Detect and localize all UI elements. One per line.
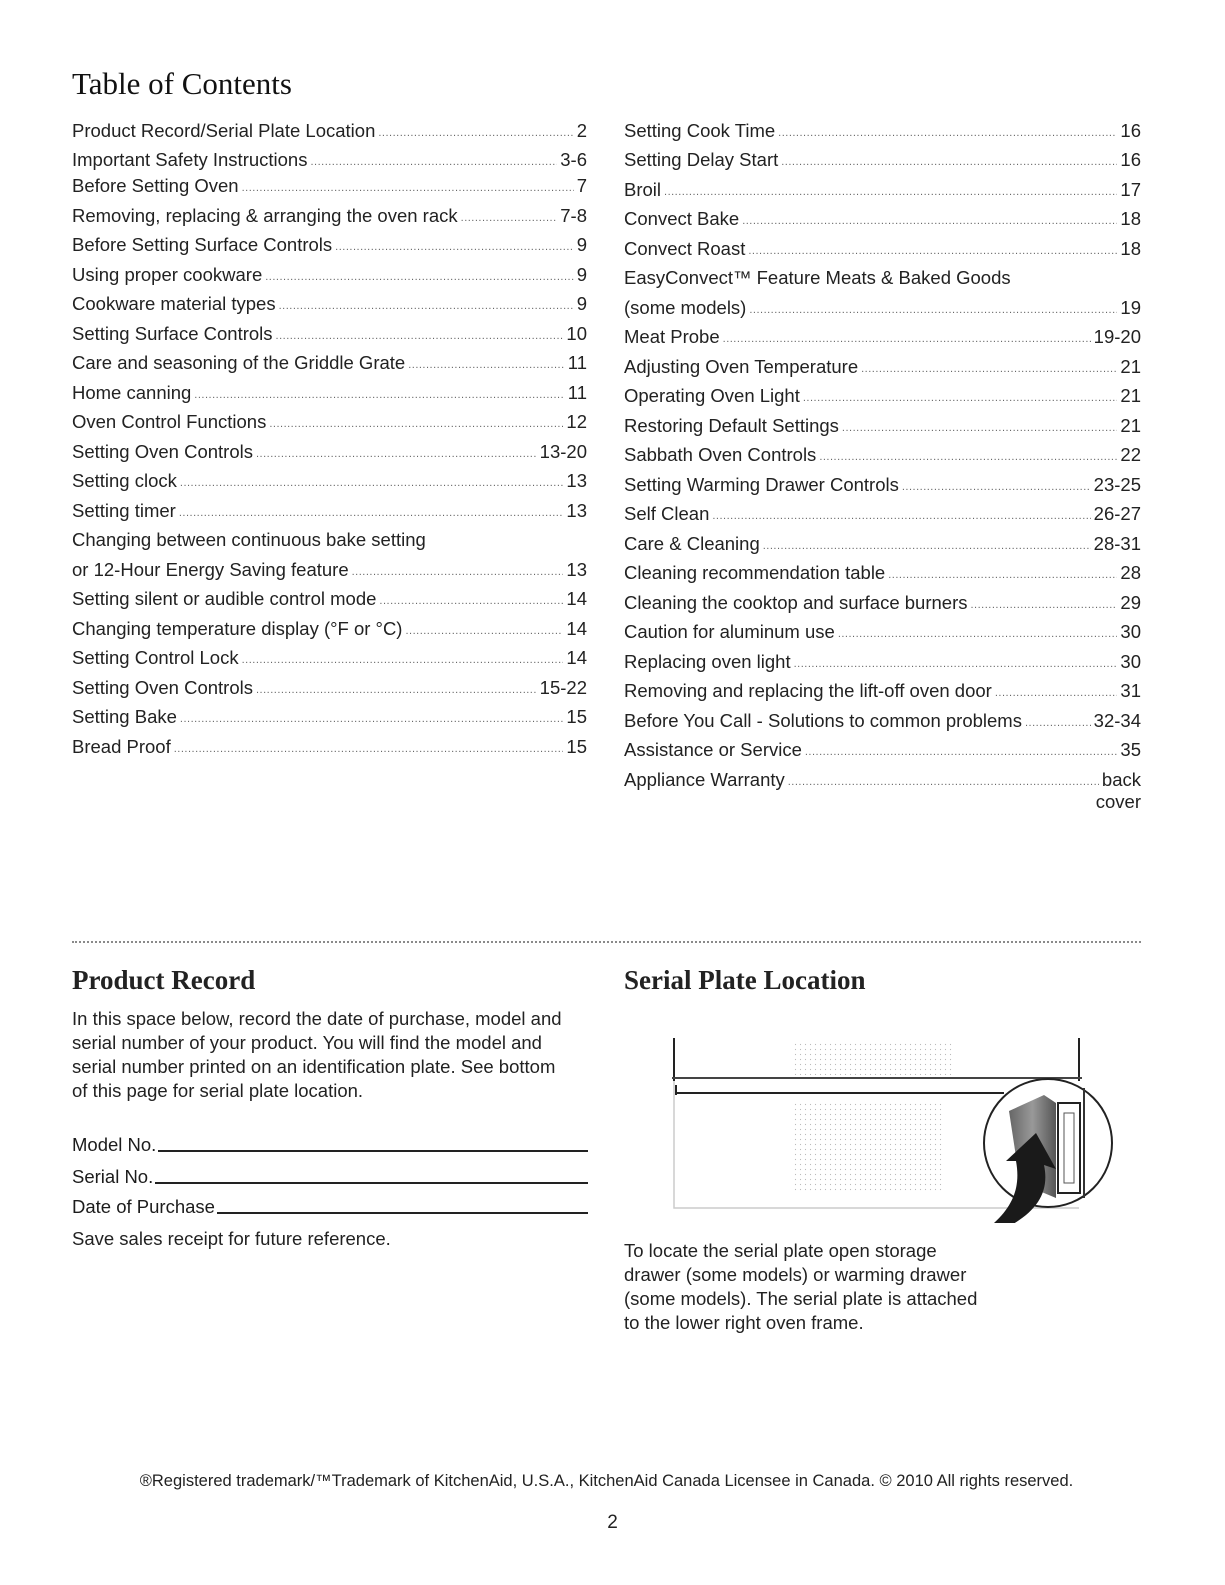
toc-entry-page: 13 — [566, 499, 587, 521]
toc-entry-title: Care & Cleaning — [624, 532, 760, 554]
serial-plate-title: Serial Plate Location — [624, 965, 866, 995]
toc-entry-title: Sabbath Oven Controls — [624, 444, 817, 465]
toc-leader-dots — [838, 625, 1118, 643]
toc-entry-page: 7-8 — [560, 204, 587, 226]
product-record-section — [72, 965, 592, 1249]
toc-entry-title: Broil — [624, 178, 662, 200]
toc-entry-page: 22 — [1120, 444, 1141, 465]
toc-leader-dots — [749, 301, 1117, 319]
toc-entry-page: 35 — [1120, 739, 1141, 760]
toc-entry-title: Setting Warming Drawer Controls — [624, 473, 899, 495]
toc-entry — [72, 315, 587, 345]
toc-entry — [72, 492, 587, 522]
toc-entry-page: 32-34 — [1093, 709, 1141, 731]
toc-entry — [72, 286, 587, 316]
product-record-title: Product Record — [72, 965, 256, 995]
toc-leader-dots — [763, 537, 1091, 555]
toc-entry-title: Using proper cookware — [72, 263, 263, 285]
toc-leader-dots — [748, 242, 1117, 260]
toc-entry-page: 19 — [1120, 296, 1141, 318]
toc-entry-page: 11 — [567, 352, 587, 373]
toc-leader-dots — [256, 681, 537, 699]
toc-entry-title: Setting Oven Controls — [72, 440, 253, 462]
toc-entry — [624, 496, 1141, 526]
toc-entry — [72, 227, 587, 257]
section-divider — [72, 941, 1141, 943]
toc-entry-title: Caution for aluminum use — [624, 621, 835, 642]
toc-entry-page: 19-20 — [1093, 326, 1141, 347]
toc-leader-dots — [971, 596, 1118, 614]
toc-leader-dots — [842, 419, 1118, 437]
toc-entry-title: Convect Roast — [624, 237, 746, 259]
toc-entry-title: Setting silent or audible control mode — [72, 588, 377, 609]
toc-leader-dots — [279, 297, 574, 315]
toc-leader-dots — [794, 655, 1118, 673]
serial-number-label: Serial No. — [72, 1166, 154, 1187]
toc-entry — [72, 699, 587, 729]
toc-entry-title: Changing between continuous bake setting — [72, 529, 426, 550]
toc-entry-page: 15 — [566, 735, 587, 757]
toc-entry-page: 9 — [576, 234, 587, 255]
toc-entry-title: Setting Oven Controls — [72, 676, 253, 698]
toc-entry-page: 3-6 — [560, 149, 587, 170]
toc-entry-page: 10 — [566, 322, 587, 344]
toc-leader-dots — [269, 415, 563, 433]
toc-entry-page: 23-25 — [1093, 473, 1141, 495]
toc-entry-title: Important Safety Instructions — [72, 149, 308, 170]
toc-leader-dots — [180, 710, 564, 728]
toc-entry — [624, 142, 1141, 172]
toc-entry — [624, 761, 1141, 791]
toc-entry — [72, 728, 587, 758]
toc-entry-page: 30 — [1120, 650, 1141, 672]
toc-leader-dots — [242, 179, 574, 197]
toc-entry-page: 9 — [576, 293, 587, 314]
toc-entry — [72, 551, 587, 581]
toc-leader-dots — [276, 327, 564, 345]
toc-entry-page: 9 — [576, 263, 587, 285]
toc-entry-page: 21 — [1120, 385, 1141, 406]
toc-entry-page: 18 — [1120, 237, 1141, 259]
model-number-line — [158, 1150, 588, 1152]
toc-entry — [72, 171, 587, 197]
toc-leader-dots — [378, 124, 573, 142]
toc-entry-title: Before Setting Oven — [72, 175, 239, 196]
toc-entry — [624, 437, 1141, 467]
toc-entry-title: Setting timer — [72, 499, 176, 521]
toc-leader-dots — [310, 153, 557, 171]
toc-left-column — [72, 112, 587, 758]
toc-entry-page: 14 — [566, 617, 587, 639]
toc-entry-title: Appliance Warranty — [624, 768, 785, 790]
toc-entry-page: 16 — [1120, 149, 1141, 170]
toc-entry — [72, 610, 587, 640]
product-record-intro: In this space below, record the date of purchase, model and serial number of your product. You will find the model and serial number printed on an identification plate. See bottom of this page for serial plate location. — [72, 1008, 562, 1101]
toc-entry — [624, 525, 1141, 555]
toc-entry — [72, 112, 587, 142]
toc-entry-title: Product Record/Serial Plate Location — [72, 119, 376, 141]
toc-entry — [72, 197, 587, 227]
toc-entry-page: 28 — [1120, 562, 1141, 583]
toc-title: Table of Contents — [72, 66, 292, 101]
toc-leader-dots — [265, 268, 573, 286]
toc-entry-page: 21 — [1120, 414, 1141, 436]
serial-number-line — [155, 1182, 588, 1184]
toc-entry — [624, 614, 1141, 644]
toc-entry-title: Cleaning the cooktop and surface burners — [624, 591, 968, 613]
serial-plate-caption: To locate the serial plate open storage drawer (some models) or warming drawer (some models). The serial plate is attached to the lower right oven frame. — [624, 1240, 978, 1333]
toc-entry-page: 14 — [566, 647, 587, 668]
toc-entry-page: 28-31 — [1093, 532, 1141, 554]
toc-entry — [72, 463, 587, 493]
model-number-field — [72, 1134, 588, 1156]
toc-leader-dots — [888, 566, 1117, 584]
toc-leader-dots — [742, 212, 1117, 230]
toc-entry-page: 15-22 — [539, 676, 587, 698]
toc-leader-dots — [712, 507, 1090, 525]
toc-entry-page: 11 — [567, 381, 587, 403]
toc-leader-dots — [405, 622, 563, 640]
date-of-purchase-label: Date of Purchase — [72, 1196, 215, 1217]
toc-entry — [624, 319, 1141, 349]
toc-entry-title: Care and seasoning of the Griddle Grate — [72, 352, 406, 373]
toc-leader-dots — [819, 448, 1117, 466]
toc-entry — [72, 522, 587, 552]
toc-leader-dots — [805, 743, 1118, 761]
toc-entry-page: 17 — [1120, 178, 1141, 200]
toc-leader-dots — [995, 684, 1118, 702]
toc-entry-title: EasyConvect™ Feature Meats & Baked Goods — [624, 267, 1011, 288]
toc-entry — [624, 289, 1141, 319]
toc-entry — [624, 673, 1141, 703]
toc-entry-page: 15 — [566, 706, 587, 727]
toc-entry-title: Bread Proof — [72, 735, 171, 757]
toc-entry-title: Cookware material types — [72, 293, 276, 314]
toc-entry-title: Operating Oven Light — [624, 385, 800, 406]
toc-entry-title: Home canning — [72, 381, 192, 403]
toc-entry-title: Adjusting Oven Temperature — [624, 355, 859, 377]
toc-page-continuation: cover — [1095, 790, 1141, 812]
toc-entry-page: 2 — [576, 119, 587, 141]
toc-leader-dots — [803, 389, 1118, 407]
toc-entry — [624, 555, 1141, 585]
toc-entry-title: Meat Probe — [624, 326, 720, 347]
toc-entry — [624, 348, 1141, 378]
toc-entry-page: 29 — [1120, 591, 1141, 613]
toc-entry-page: 31 — [1120, 680, 1141, 701]
toc-entry — [72, 433, 587, 463]
toc-leader-dots — [352, 563, 564, 581]
toc-leader-dots — [902, 478, 1091, 496]
toc-leader-dots — [256, 445, 537, 463]
toc-entry-page: 30 — [1120, 621, 1141, 642]
toc-leader-dots — [723, 330, 1091, 348]
toc-entry-title: Restoring Default Settings — [624, 414, 839, 436]
toc-leader-dots — [461, 209, 558, 227]
toc-entry-page: 16 — [1120, 119, 1141, 141]
toc-entry-title: Self Clean — [624, 503, 710, 524]
date-of-purchase-line — [217, 1212, 588, 1214]
toc-entry — [624, 584, 1141, 614]
toc-leader-dots — [1025, 714, 1091, 732]
toc-entry-page: 13 — [566, 470, 587, 491]
toc-entry — [624, 171, 1141, 201]
toc-entry — [72, 669, 587, 699]
toc-entry-title: Setting Delay Start — [624, 149, 779, 170]
toc-entry-title: Setting clock — [72, 470, 177, 491]
toc-entry-title: Assistance or Service — [624, 739, 802, 760]
toc-leader-dots — [242, 651, 564, 669]
toc-leader-dots — [781, 153, 1117, 171]
toc-right-column — [624, 112, 1141, 813]
toc-leader-dots — [379, 592, 563, 610]
toc-leader-dots — [664, 183, 1117, 201]
toc-entry — [72, 404, 587, 434]
toc-entry — [72, 374, 587, 404]
toc-entry — [72, 640, 587, 670]
toc-leader-dots — [788, 773, 1099, 791]
toc-entry-title: Setting Bake — [72, 706, 177, 727]
toc-entry — [624, 466, 1141, 496]
toc-entry — [624, 112, 1141, 142]
toc-entry-page: 7 — [576, 175, 587, 196]
toc-leader-dots — [778, 124, 1117, 142]
toc-leader-dots — [861, 360, 1117, 378]
model-number-label: Model No. — [72, 1134, 157, 1155]
toc-entry — [72, 581, 587, 611]
toc-entry-title: Before You Call - Solutions to common problems — [624, 709, 1022, 731]
toc-entry-title: Removing and replacing the lift-off oven door — [624, 680, 992, 701]
toc-entry — [72, 142, 587, 172]
toc-entry — [72, 256, 587, 286]
toc-entry — [624, 732, 1141, 762]
toc-entry — [624, 643, 1141, 673]
toc-entry-page: 26-27 — [1093, 503, 1141, 524]
toc-entry-page: 21 — [1120, 355, 1141, 377]
toc-entry-title: Replacing oven light — [624, 650, 791, 672]
date-of-purchase-field — [72, 1196, 588, 1218]
toc-entry-title: Before Setting Surface Controls — [72, 234, 333, 255]
toc-entry — [624, 230, 1141, 260]
toc-entry-title: Oven Control Functions — [72, 411, 267, 432]
toc-leader-dots — [174, 740, 564, 758]
toc-leader-dots — [179, 504, 564, 522]
toc-entry-title: Cleaning recommendation table — [624, 562, 886, 583]
trademark-footer: ®Registered trademark/™Trademark of KitchenAid, U.S.A., KitchenAid Canada Licensee in Canada. © 2010 All rights reserved. — [139, 1472, 1074, 1490]
toc-leader-dots — [408, 356, 565, 374]
save-receipt-note: Save sales receipt for future reference. — [72, 1228, 391, 1249]
toc-entry-title: Removing, replacing & arranging the oven rack — [72, 204, 458, 226]
serial-plate-section — [624, 965, 1144, 1333]
toc-entry — [624, 201, 1141, 231]
magnified-serial-plate-icon — [984, 1079, 1112, 1207]
toc-entry — [624, 702, 1141, 732]
page-number: 2 — [607, 1512, 618, 1533]
toc-leader-dots — [335, 238, 574, 256]
toc-entry-title: Changing temperature display (°F or °C) — [72, 617, 403, 639]
toc-entry-page: 14 — [566, 588, 587, 609]
toc-entry-page: 18 — [1120, 208, 1141, 229]
toc-entry-page: 12 — [566, 411, 587, 432]
toc-entry-title: (some models) — [624, 296, 747, 318]
toc-entry-title: Setting Surface Controls — [72, 322, 273, 344]
toc-entry-page: back — [1101, 768, 1141, 790]
toc-entry — [624, 378, 1141, 408]
toc-entry-page: 13-20 — [539, 440, 587, 462]
toc-entry-title: Setting Control Lock — [72, 647, 239, 668]
toc-entry-page: 13 — [566, 558, 587, 580]
toc-entry — [624, 260, 1141, 290]
toc-entry-title: Setting Cook Time — [624, 119, 776, 141]
toc-leader-dots — [194, 386, 564, 404]
toc-entry — [624, 407, 1141, 437]
toc-entry-title: Convect Bake — [624, 208, 740, 229]
toc-leader-dots — [180, 474, 564, 492]
serial-number-field — [72, 1166, 588, 1188]
toc-entry-title: or 12-Hour Energy Saving feature — [72, 558, 349, 580]
serial-plate-diagram — [664, 1033, 1124, 1223]
toc-entry — [72, 345, 587, 375]
